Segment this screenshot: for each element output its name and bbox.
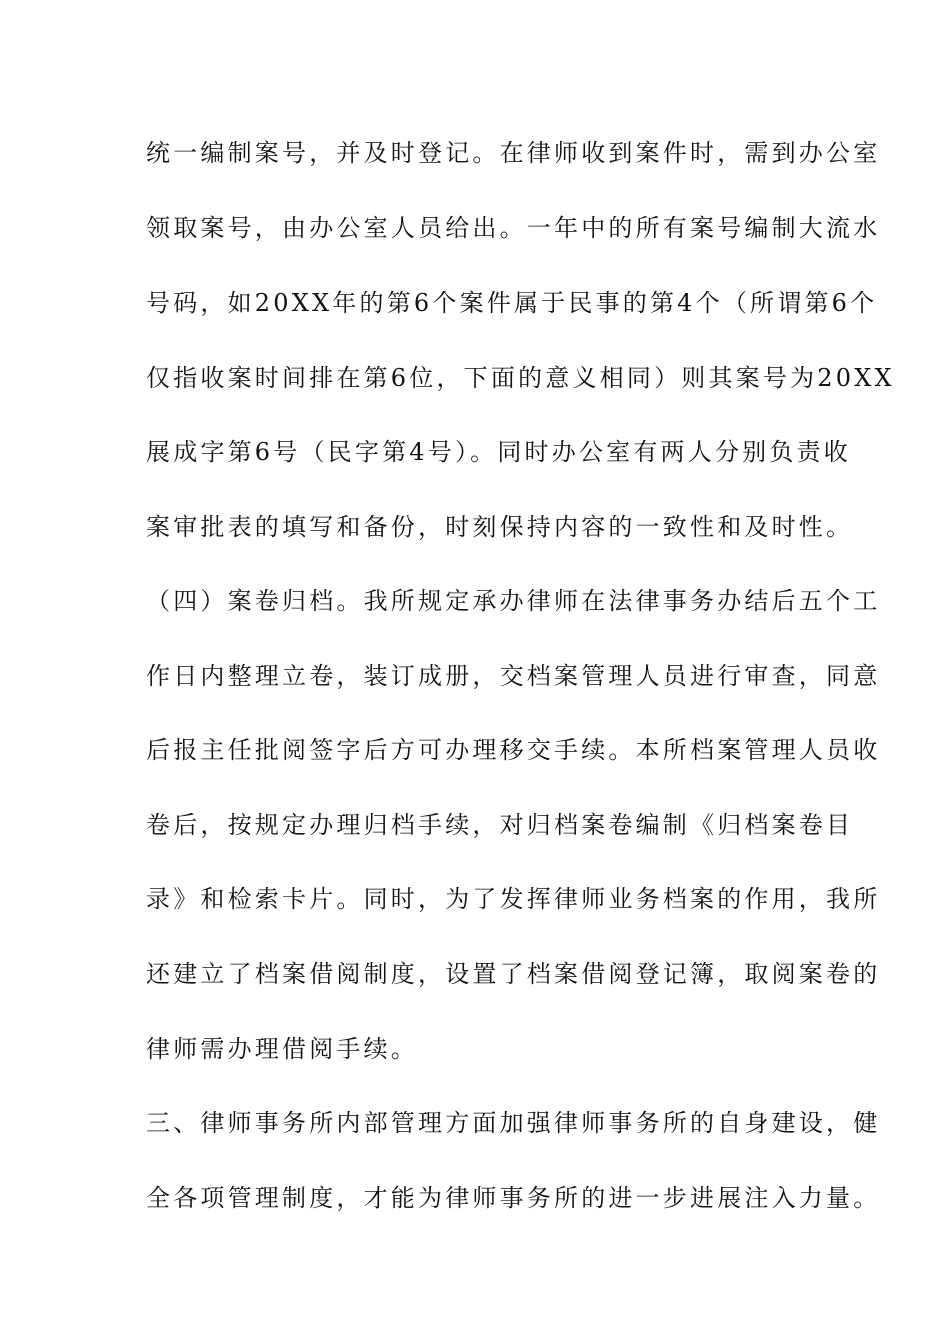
text-line: 律师需办理借阅手续。 [146, 1035, 418, 1063]
text-line: 卷后，按规定办理归档手续，对归档案卷编制《归档案卷目 [146, 811, 854, 839]
text-line: 案审批表的填写和备份，时刻保持内容的一致性和及时性。 [146, 513, 854, 541]
text-line: 作日内整理立卷，装订成册，交档案管理人员进行审查，同意 [146, 662, 881, 690]
text-line: 还建立了档案借阅制度，设置了档案借阅登记簿，取阅案卷的 [146, 960, 881, 988]
text-line: 三、律师事务所内部管理方面加强律师事务所的自身建设，健 [146, 1109, 881, 1137]
text-line: 全各项管理制度，才能为律师事务所的进一步进展注入力量。 [146, 1184, 881, 1212]
text-line: 领取案号，由办公室人员给出。一年中的所有案号编制大流水 [146, 214, 881, 242]
text-line: 展成字第6号（民字第4号）。同时办公室有两人分别负责收 [146, 438, 851, 466]
text-line: 录》和检索卡片。同时，为了发挥律师业务档案的作用，我所 [146, 885, 881, 913]
text-line: 后报主任批阅签字后方可办理移交手续。本所档案管理人员收 [146, 736, 881, 764]
text-line: 仅指收案时间排在第6位，下面的意义相同）则其案号为20XX [146, 364, 895, 392]
text-line: 统一编制案号，并及时登记。在律师收到案件时，需到办公室 [146, 139, 881, 167]
text-line: 号码，如20XX年的第6个案件属于民事的第4个（所谓第6个 [146, 289, 878, 317]
text-line: （四）案卷归档。我所规定承办律师在法律事务办结后五个工 [146, 587, 881, 615]
